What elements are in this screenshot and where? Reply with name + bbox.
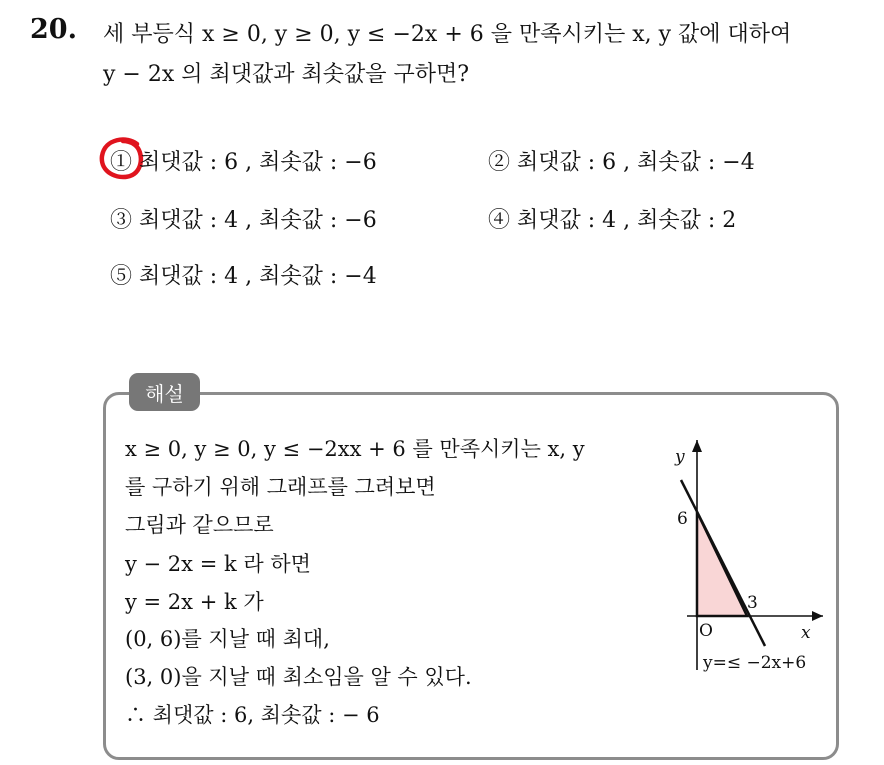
solution-line-2: 를 구하기 위해 그래프를 그려보면 (125, 475, 436, 499)
solution-line-3: 그림과 같으므로 (125, 513, 274, 537)
y-intercept-label: 6 (677, 509, 688, 529)
x-axis-arrow (812, 611, 823, 621)
question-text-line-2: y − 2x 의 최댓값과 최솟값을 구하면? (103, 62, 470, 87)
question-text-line-1: 세 부등식 x ≥ 0, y ≥ 0, y ≤ −2x + 6 을 만족시키는 x, y 값에 대하여 (103, 22, 792, 47)
choice-4[interactable]: ④ 최댓값 : 4 , 최솟값 : 2 (488, 208, 737, 233)
y-axis-arrow (692, 440, 702, 452)
solution-line-1: x ≥ 0, y ≥ 0, y ≤ −2xx + 6 를 만족시키는 x, y (125, 437, 585, 461)
line-equation-label: y=≤ −2x+6 (703, 653, 807, 673)
solution-badge: 해설 (129, 373, 200, 411)
solution-line-6: (0, 6)를 지날 때 최대, (125, 627, 330, 651)
solution-line-4: y − 2x = k 라 하면 (125, 552, 311, 576)
solution-graph (655, 430, 835, 680)
choice-5[interactable]: ⑤ 최댓값 : 4 , 최솟값 : −4 (110, 264, 377, 289)
y-axis-label: y (675, 447, 685, 467)
choice-3[interactable]: ③ 최댓값 : 4 , 최솟값 : −6 (110, 208, 377, 233)
choice-1[interactable]: ① 최댓값 : 6 , 최솟값 : −6 (110, 150, 377, 175)
solution-line-8: ∴ 최댓값 : 6, 최솟값 : − 6 (125, 703, 380, 727)
solution-line-7: (3, 0)을 지날 때 최소임을 알 수 있다. (125, 665, 472, 689)
x-intercept-label: 3 (747, 593, 758, 613)
question-number: 20. (30, 14, 77, 45)
x-axis-label: x (801, 623, 811, 643)
boundary-line (681, 480, 765, 646)
origin-label: O (699, 621, 713, 641)
solution-line-5: y = 2x + k 가 (125, 590, 264, 614)
choice-2[interactable]: ② 최댓값 : 6 , 최솟값 : −4 (488, 150, 755, 175)
